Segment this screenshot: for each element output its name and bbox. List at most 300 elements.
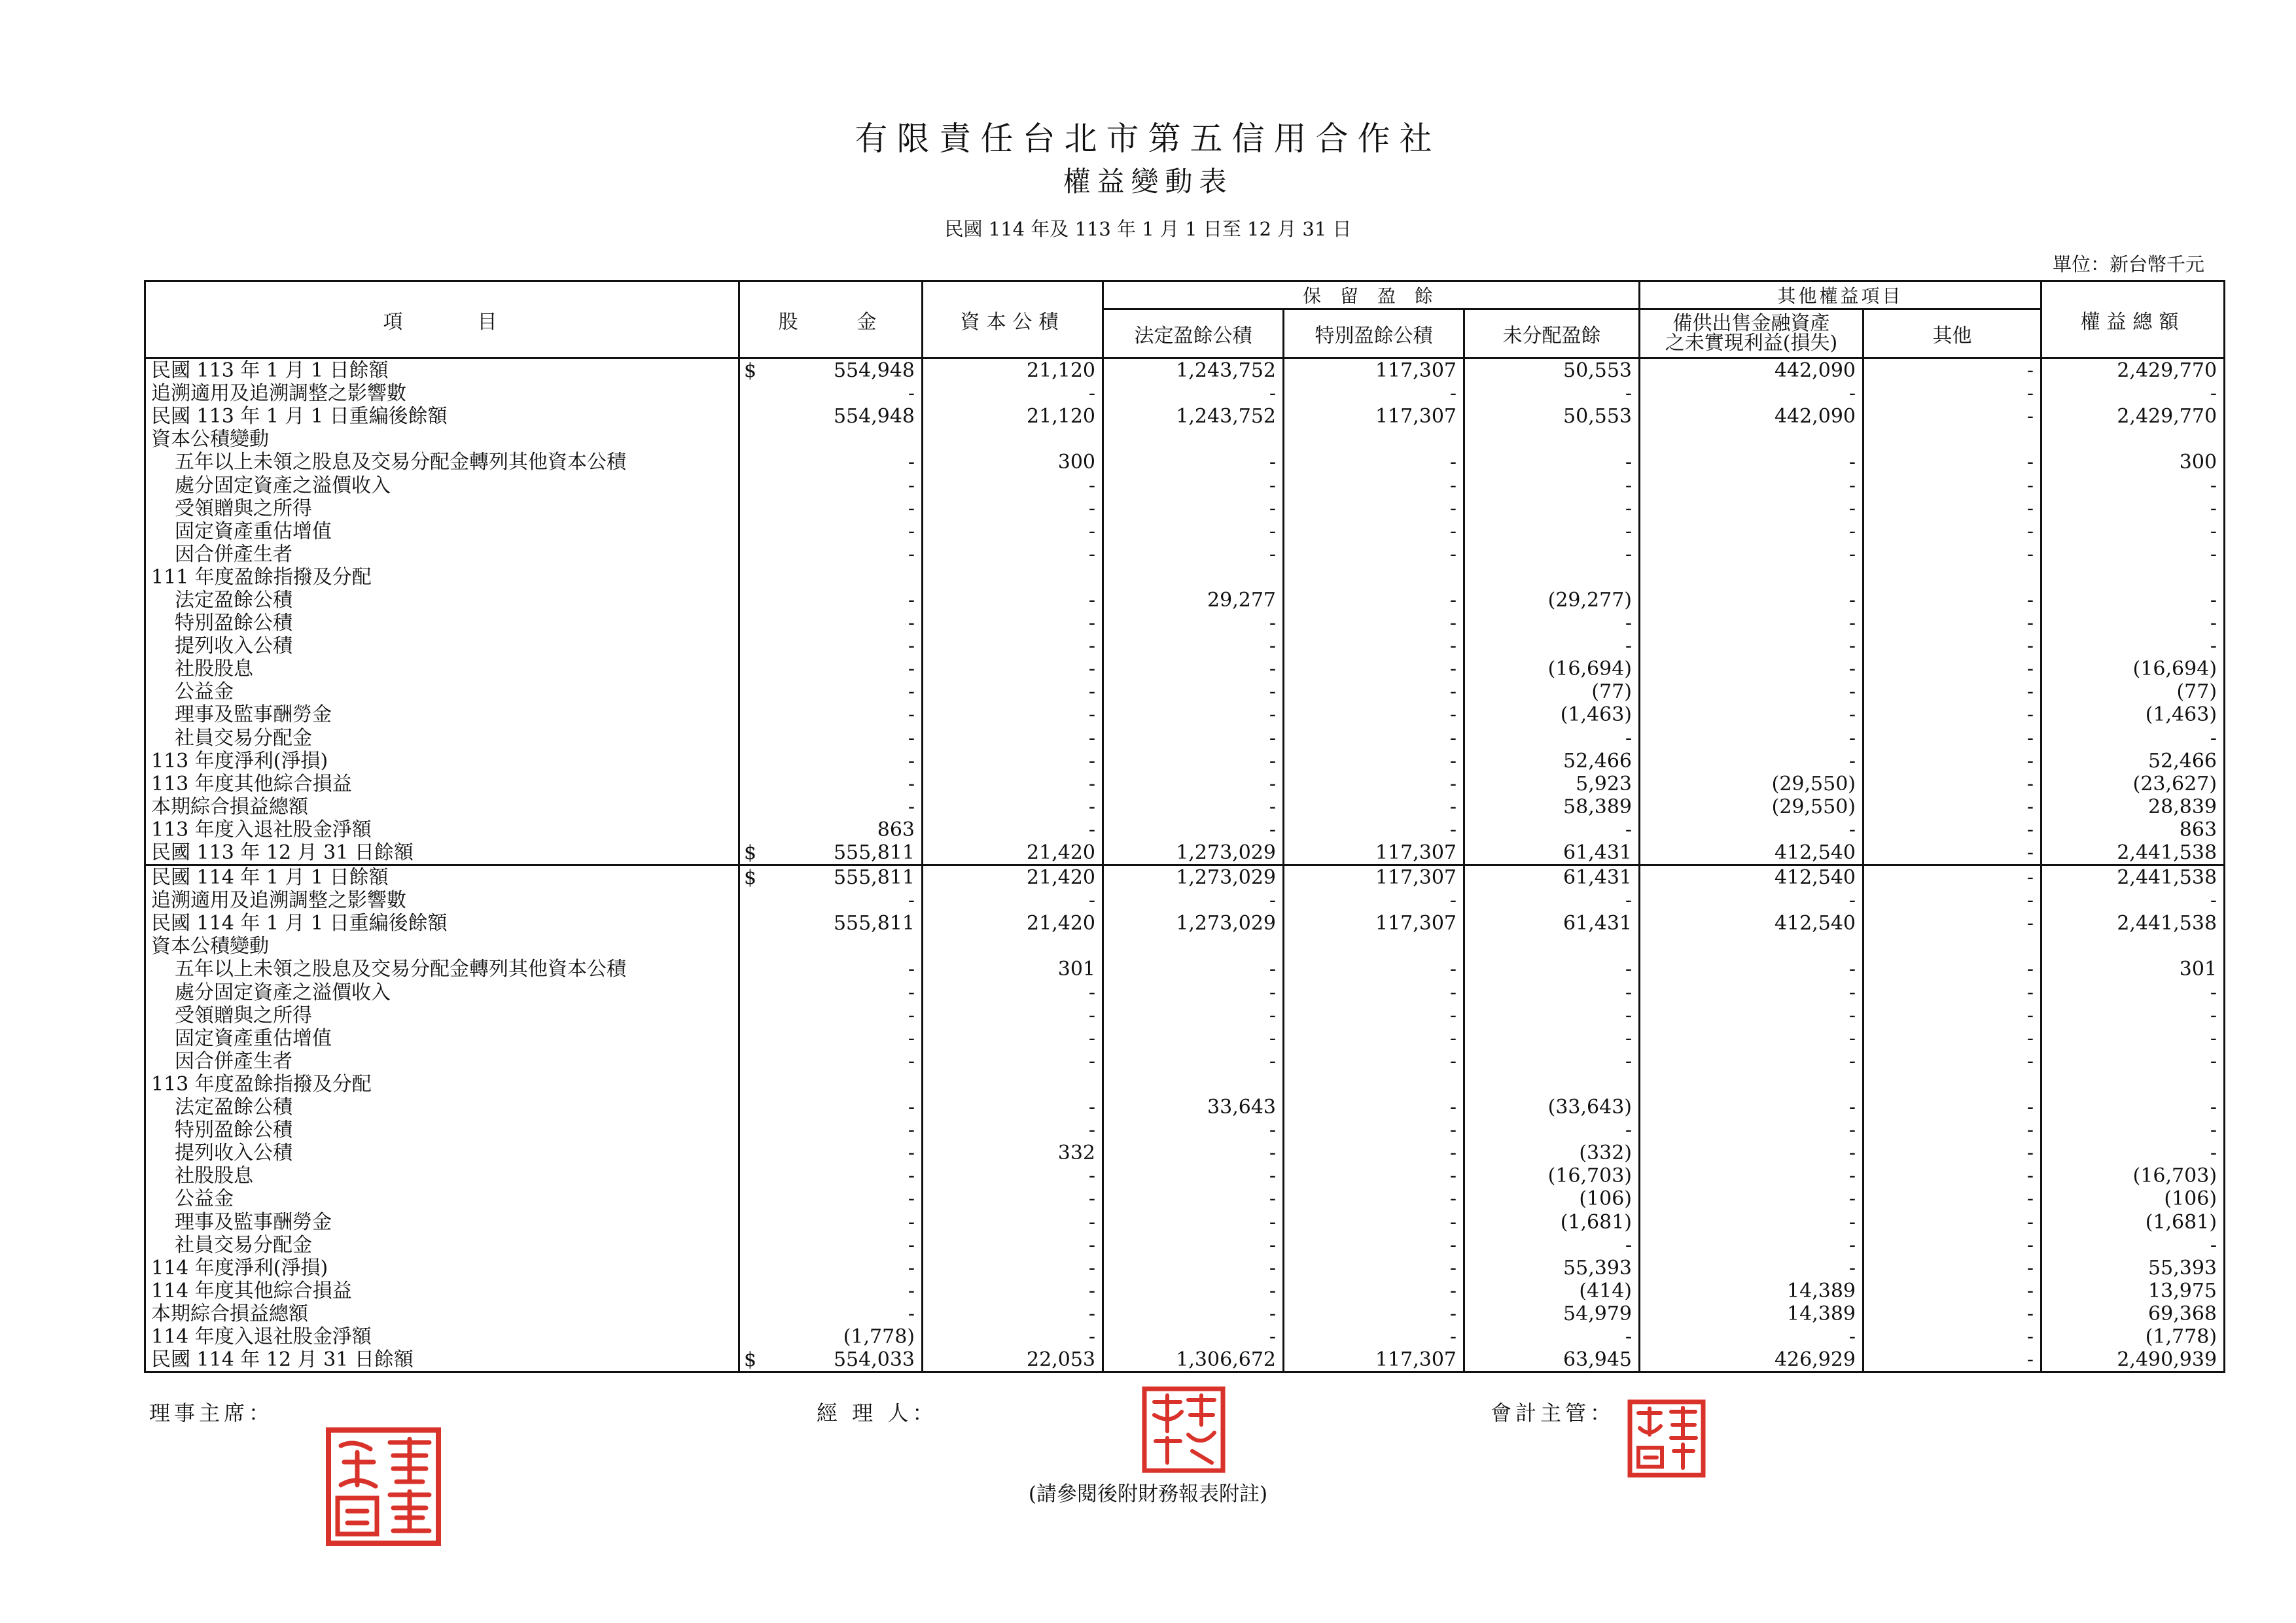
cell-value: 1,273,029 — [1176, 866, 1276, 890]
cell-afs — [1640, 727, 1863, 750]
cell-unappropriated — [1464, 727, 1640, 750]
cell-other — [1863, 1187, 2041, 1210]
cell-unappropriated — [1464, 474, 1640, 497]
cell-value: - — [2026, 1302, 2034, 1325]
cell-value: 554,948 — [833, 405, 915, 428]
cell-legal-reserve — [1103, 958, 1284, 981]
cell-value: - — [1269, 635, 1276, 658]
cell-value: - — [1269, 1142, 1276, 1165]
cell-unappropriated — [1464, 1004, 1640, 1027]
cell-other — [1863, 566, 2041, 589]
cell-value: - — [1088, 1026, 1095, 1050]
row-label: 111 年度盈餘指撥及分配 — [145, 566, 739, 589]
cell-value: 55,393 — [1563, 1256, 1633, 1280]
cell-special-reserve — [1284, 1210, 1464, 1233]
footnote: (請參閱後附財務報表附註) — [1028, 1482, 1268, 1506]
cell-value: - — [908, 657, 915, 681]
cell-legal-reserve — [1103, 935, 1284, 958]
cell-afs — [1640, 1325, 1863, 1348]
cell-total — [2041, 935, 2225, 958]
cell-special-reserve — [1284, 382, 1464, 405]
cell-unappropriated — [1464, 657, 1640, 680]
cell-unappropriated — [1464, 1073, 1640, 1096]
cell-value: - — [1625, 1119, 1633, 1142]
cell-value: 2,429,770 — [2117, 359, 2217, 383]
cell-share — [739, 382, 923, 405]
cell-total — [2041, 474, 2225, 497]
cell-value: (1,681) — [1560, 1210, 1633, 1234]
table-row — [145, 657, 2225, 680]
cell-special-reserve — [1284, 635, 1464, 657]
cell-other — [1863, 1280, 2041, 1302]
table-row — [145, 889, 2225, 912]
cell-value: 117,307 — [1375, 359, 1457, 383]
table-row — [145, 589, 2225, 612]
cell-other — [1863, 680, 2041, 703]
cell-share — [739, 818, 923, 841]
row-label: 資本公積變動 — [145, 428, 739, 451]
row-label: 社員交易分配金 — [145, 1234, 739, 1257]
cell-other — [1863, 1004, 2041, 1027]
cell-afs — [1640, 865, 1863, 890]
cell-value: - — [1449, 1233, 1457, 1257]
cell-capital-surplus — [923, 451, 1103, 474]
cell-value: - — [1848, 703, 1856, 727]
cell-total — [2041, 1210, 2225, 1233]
cell-value: 21,120 — [1027, 405, 1095, 428]
cell-other — [1863, 1325, 2041, 1348]
cell-value: - — [1625, 1233, 1633, 1257]
cell-legal-reserve — [1103, 865, 1284, 890]
cell-value: - — [1269, 1026, 1276, 1050]
cell-value: 28,839 — [2148, 795, 2217, 818]
cell-total — [2041, 841, 2225, 865]
cell-value: (1,778) — [2145, 1325, 2217, 1348]
cell-share — [739, 865, 923, 890]
cell-value: - — [1269, 451, 1276, 474]
cell-afs — [1640, 958, 1863, 981]
cell-value: - — [1269, 474, 1276, 497]
cell-total — [2041, 358, 2225, 383]
cell-other — [1863, 451, 2041, 474]
cell-legal-reserve — [1103, 1325, 1284, 1348]
cell-capital-surplus — [923, 635, 1103, 657]
cell-share — [739, 1027, 923, 1050]
cell-total — [2041, 1119, 2225, 1142]
table-row — [145, 1004, 2225, 1027]
cell-value: - — [1625, 1325, 1633, 1348]
cell-legal-reserve — [1103, 1302, 1284, 1325]
cell-other — [1863, 1348, 2041, 1372]
cell-value: 863 — [877, 818, 915, 841]
cell-special-reserve — [1284, 1073, 1464, 1096]
cell-unappropriated — [1464, 358, 1640, 383]
col-header-afs — [1640, 309, 1863, 358]
cell-other — [1863, 543, 2041, 566]
row-label: 113 年度盈餘指撥及分配 — [145, 1073, 739, 1096]
cell-value: - — [1269, 1279, 1276, 1302]
cell-special-reserve — [1284, 935, 1464, 958]
cell-special-reserve — [1284, 1280, 1464, 1302]
row-label: 提列收入公積 — [145, 635, 739, 657]
cell-capital-surplus — [923, 912, 1103, 935]
cell-special-reserve — [1284, 889, 1464, 912]
cell-total — [2041, 451, 2225, 474]
cell-total — [2041, 612, 2225, 635]
cell-value: - — [1848, 1187, 1856, 1211]
cell-value: - — [1848, 981, 1856, 1004]
cell-capital-surplus — [923, 680, 1103, 703]
cell-total — [2041, 1280, 2225, 1302]
cell-unappropriated — [1464, 1096, 1640, 1119]
cell-value: - — [1449, 889, 1457, 913]
cell-unappropriated — [1464, 451, 1640, 474]
cell-special-reserve — [1284, 1027, 1464, 1050]
cell-value: - — [1848, 635, 1856, 658]
cell-value: 2,441,538 — [2117, 866, 2217, 890]
cell-total — [2041, 497, 2225, 520]
cell-value: - — [1449, 1164, 1457, 1188]
cell-value: - — [2026, 818, 2034, 841]
cell-unappropriated — [1464, 1348, 1640, 1372]
cell-value: - — [1269, 1049, 1276, 1073]
cell-other — [1863, 405, 2041, 428]
cell-share — [739, 1050, 923, 1073]
row-label: 受領贈與之所得 — [145, 1004, 739, 1027]
cell-value: - — [908, 958, 915, 981]
cell-value: 14,389 — [1787, 1302, 1856, 1325]
cell-share — [739, 889, 923, 912]
cell-afs — [1640, 1280, 1863, 1302]
cell-value: - — [1088, 818, 1095, 841]
cell-value: - — [1269, 1302, 1276, 1325]
cell-value: - — [1848, 474, 1856, 497]
table-row — [145, 818, 2225, 841]
cell-value: 50,553 — [1563, 359, 1633, 383]
report-title: 權益變動表 — [1063, 166, 1233, 198]
cell-value: - — [1848, 1096, 1856, 1119]
cell-value: - — [1848, 958, 1856, 981]
cell-legal-reserve — [1103, 543, 1284, 566]
cell-afs — [1640, 1050, 1863, 1073]
cell-value: - — [1625, 1049, 1633, 1073]
cell-capital-surplus — [923, 865, 1103, 890]
cell-value: - — [1449, 1003, 1457, 1027]
cell-value: 55,393 — [2148, 1256, 2217, 1280]
cell-special-reserve — [1284, 589, 1464, 612]
cell-value: - — [908, 1164, 915, 1188]
row-label: 追溯適用及追溯調整之影響數 — [145, 889, 739, 912]
cell-afs — [1640, 935, 1863, 958]
equity-statement-table — [144, 280, 2225, 1373]
row-label: 113 年度入退社股金淨額 — [145, 818, 739, 841]
cell-capital-surplus — [923, 382, 1103, 405]
cell-afs — [1640, 841, 1863, 865]
cell-value: - — [908, 772, 915, 795]
cell-afs — [1640, 1027, 1863, 1050]
cell-value: (23,627) — [2132, 772, 2217, 795]
cell-value: 300 — [2179, 451, 2217, 474]
cell-afs — [1640, 405, 1863, 428]
cell-other — [1863, 657, 2041, 680]
cell-share — [739, 1325, 923, 1348]
cell-special-reserve — [1284, 727, 1464, 750]
table-row — [145, 1302, 2225, 1325]
cell-afs — [1640, 1096, 1863, 1119]
cell-total — [2041, 1096, 2225, 1119]
cell-capital-surplus — [923, 520, 1103, 543]
cell-value: - — [1848, 680, 1856, 704]
cell-capital-surplus — [923, 1348, 1103, 1372]
cell-share — [739, 912, 923, 935]
cell-value: - — [2026, 635, 2034, 658]
cell-special-reserve — [1284, 750, 1464, 773]
cell-other — [1863, 497, 2041, 520]
cell-afs — [1640, 795, 1863, 818]
cell-legal-reserve — [1103, 750, 1284, 773]
cell-value: - — [1625, 519, 1633, 543]
company-name: 有限責任台北市第五信用合作社 — [855, 120, 1441, 158]
cell-unappropriated — [1464, 795, 1640, 818]
cell-value: (16,694) — [2132, 657, 2217, 681]
cell-value: - — [1088, 519, 1095, 543]
cell-value: - — [908, 1187, 915, 1211]
cell-unappropriated — [1464, 889, 1640, 912]
cell-value: - — [908, 635, 915, 658]
cell-value: - — [2210, 726, 2217, 750]
cell-value: - — [1088, 1164, 1095, 1188]
cell-value: - — [1625, 382, 1633, 406]
table-row — [145, 935, 2225, 958]
table-row — [145, 358, 2225, 383]
cell-value: - — [1449, 1187, 1457, 1211]
cell-value: - — [2026, 749, 2034, 773]
cell-unappropriated — [1464, 382, 1640, 405]
cell-value: (332) — [1579, 1142, 1633, 1165]
cell-value: - — [908, 1026, 915, 1050]
cell-value: - — [1625, 1003, 1633, 1027]
cell-value: - — [2026, 542, 2034, 566]
cell-capital-surplus — [923, 1210, 1103, 1233]
cell-legal-reserve — [1103, 773, 1284, 795]
cell-value: (1,778) — [843, 1325, 915, 1348]
cell-other — [1863, 520, 2041, 543]
cell-other — [1863, 773, 2041, 795]
cell-value: - — [1088, 795, 1095, 818]
cell-special-reserve — [1284, 497, 1464, 520]
cell-value: - — [2026, 1348, 2034, 1372]
cell-afs — [1640, 428, 1863, 451]
cell-unappropriated — [1464, 750, 1640, 773]
currency-symbol: $ — [744, 841, 757, 864]
cell-special-reserve — [1284, 1164, 1464, 1187]
cell-special-reserve — [1284, 773, 1464, 795]
cell-value: - — [2026, 657, 2034, 681]
cell-afs — [1640, 635, 1863, 657]
cell-value: - — [1848, 889, 1856, 913]
cell-value: - — [1848, 519, 1856, 543]
table-row — [145, 958, 2225, 981]
cell-value: - — [1088, 1049, 1095, 1073]
cell-total — [2041, 543, 2225, 566]
cell-value: - — [2026, 1325, 2034, 1348]
chairman-seal — [325, 1426, 442, 1547]
table-row — [145, 841, 2225, 865]
cell-value: - — [2026, 497, 2034, 520]
cell-value: (1,681) — [2145, 1210, 2217, 1234]
row-label: 特別盈餘公積 — [145, 1119, 739, 1142]
cell-other — [1863, 589, 2041, 612]
cell-share — [739, 703, 923, 726]
cell-value: - — [1269, 958, 1276, 981]
cell-value: 1,243,752 — [1176, 405, 1276, 428]
col-header-item: 項 目 — [145, 281, 739, 358]
cell-unappropriated — [1464, 1027, 1640, 1050]
cell-value: - — [1848, 1049, 1856, 1073]
cell-special-reserve — [1284, 795, 1464, 818]
cell-afs — [1640, 703, 1863, 726]
cell-share — [739, 358, 923, 383]
cell-value: - — [1449, 612, 1457, 635]
cell-value: 117,307 — [1375, 866, 1457, 890]
cell-value: - — [2026, 981, 2034, 1004]
cell-legal-reserve — [1103, 1073, 1284, 1096]
cell-other — [1863, 1050, 2041, 1073]
cell-value: 21,120 — [1027, 359, 1095, 383]
cell-value: 117,307 — [1375, 1348, 1457, 1372]
cell-afs — [1640, 1004, 1863, 1027]
cell-afs — [1640, 1257, 1863, 1280]
row-label: 五年以上未領之股息及交易分配金轉列其他資本公積 — [145, 451, 739, 474]
cell-value: - — [1088, 703, 1095, 727]
cell-capital-surplus — [923, 1280, 1103, 1302]
table-row — [145, 1073, 2225, 1096]
cell-value: - — [1848, 451, 1856, 474]
cell-afs — [1640, 889, 1863, 912]
cell-value: (77) — [2176, 680, 2217, 704]
cell-share — [739, 1257, 923, 1280]
cell-share — [739, 428, 923, 451]
cell-value: - — [1848, 542, 1856, 566]
cell-value: - — [1269, 519, 1276, 543]
cell-value: - — [1269, 1187, 1276, 1211]
cell-other — [1863, 1027, 2041, 1050]
cell-afs — [1640, 657, 1863, 680]
cell-share — [739, 1210, 923, 1233]
cell-value: 555,811 — [833, 866, 915, 890]
cell-value: - — [1088, 1003, 1095, 1027]
cell-value: - — [2026, 1119, 2034, 1142]
row-label: 處分固定資產之溢價收入 — [145, 474, 739, 497]
cell-value: - — [1269, 1210, 1276, 1234]
cell-value: - — [908, 497, 915, 520]
cell-total — [2041, 428, 2225, 451]
col-header-total: 權益總額 — [2041, 281, 2225, 358]
cell-afs — [1640, 520, 1863, 543]
cell-share — [739, 1234, 923, 1257]
cell-total — [2041, 1187, 2225, 1210]
cell-total — [2041, 1348, 2225, 1372]
cell-legal-reserve — [1103, 1164, 1284, 1187]
cell-special-reserve — [1284, 818, 1464, 841]
cell-value: - — [1449, 451, 1457, 474]
cell-total — [2041, 520, 2225, 543]
cell-total — [2041, 382, 2225, 405]
cell-unappropriated — [1464, 703, 1640, 726]
cell-value: - — [1088, 1187, 1095, 1211]
table-row — [145, 981, 2225, 1004]
cell-legal-reserve — [1103, 1187, 1284, 1210]
cell-share — [739, 474, 923, 497]
cell-total — [2041, 889, 2225, 912]
cell-other — [1863, 1257, 2041, 1280]
cell-unappropriated — [1464, 1142, 1640, 1164]
table-row — [145, 497, 2225, 520]
cell-afs — [1640, 912, 1863, 935]
col-group-other-equity: 其他權益項目 — [1640, 281, 2041, 309]
cell-unappropriated — [1464, 612, 1640, 635]
cell-share — [739, 841, 923, 865]
cell-legal-reserve — [1103, 1027, 1284, 1050]
table-row — [145, 1257, 2225, 1280]
cell-value: 300 — [1057, 451, 1095, 474]
cell-share — [739, 773, 923, 795]
cell-legal-reserve — [1103, 727, 1284, 750]
cell-share — [739, 727, 923, 750]
cell-total — [2041, 657, 2225, 680]
cell-total — [2041, 1004, 2225, 1027]
row-label: 本期綜合損益總額 — [145, 1302, 739, 1325]
cell-share — [739, 520, 923, 543]
cell-other — [1863, 382, 2041, 405]
cell-legal-reserve — [1103, 680, 1284, 703]
cell-legal-reserve — [1103, 1096, 1284, 1119]
cell-capital-surplus — [923, 773, 1103, 795]
cell-value: - — [1449, 382, 1457, 406]
cell-value: - — [2210, 474, 2217, 497]
cell-total — [2041, 727, 2225, 750]
cell-value: 301 — [1057, 958, 1095, 981]
cell-value: 332 — [1057, 1142, 1095, 1165]
cell-value: - — [1625, 889, 1633, 913]
cell-capital-surplus — [923, 935, 1103, 958]
row-label: 處分固定資產之溢價收入 — [145, 981, 739, 1004]
cell-value: (1,463) — [1560, 703, 1633, 727]
table-row — [145, 1164, 2225, 1187]
cell-value: - — [2210, 382, 2217, 406]
cell-share — [739, 1096, 923, 1119]
cell-value: - — [2210, 1003, 2217, 1027]
cell-other — [1863, 818, 2041, 841]
cell-value: 61,431 — [1563, 912, 1633, 935]
cell-capital-surplus — [923, 1187, 1103, 1210]
cell-value: 554,948 — [833, 359, 915, 383]
cell-capital-surplus — [923, 981, 1103, 1004]
cell-value: - — [2026, 451, 2034, 474]
cell-capital-surplus — [923, 1302, 1103, 1325]
row-label: 113 年度淨利(淨損) — [145, 750, 739, 773]
cell-special-reserve — [1284, 566, 1464, 589]
cell-share — [739, 981, 923, 1004]
cell-share — [739, 1142, 923, 1164]
cell-value: (106) — [2164, 1187, 2217, 1211]
table-row — [145, 1050, 2225, 1073]
cell-value: - — [1449, 1210, 1457, 1234]
row-label: 114 年度入退社股金淨額 — [145, 1325, 739, 1348]
cell-value: 58,389 — [1563, 795, 1633, 818]
cell-other — [1863, 428, 2041, 451]
cell-value: - — [1848, 1142, 1856, 1165]
